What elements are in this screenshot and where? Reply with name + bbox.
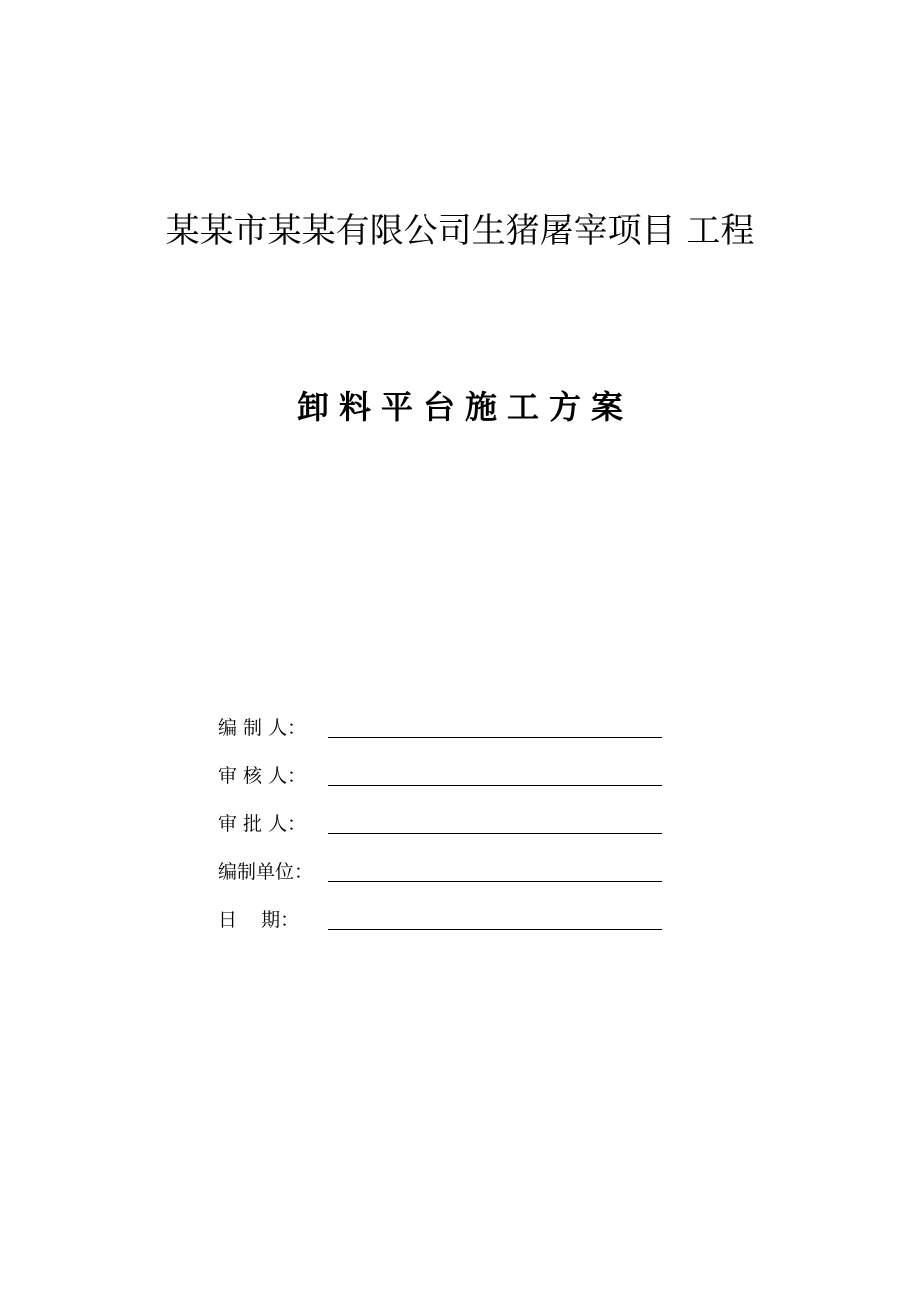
compiler-signature-line (328, 717, 662, 738)
organization-signature-line (328, 861, 662, 882)
signature-row-reviewer (218, 742, 678, 790)
plan-title: 卸料平台施工方案 (296, 388, 633, 426)
approver-label: 审 批 人： (218, 813, 307, 835)
approver-signature-line (328, 813, 662, 834)
signature-row-date (218, 886, 678, 934)
organization-label: 编制单位： (218, 861, 314, 883)
project-title: 某某市某某有限公司生猪屠宰项目 工程 (165, 211, 755, 251)
date-signature-line (328, 909, 662, 930)
compiler-label: 编 制 人： (218, 717, 307, 739)
signature-block (218, 694, 678, 934)
date-label: 日 期： (218, 909, 300, 931)
signature-row-approver (218, 790, 678, 838)
reviewer-signature-line (328, 765, 662, 786)
reviewer-label: 审 核 人： (218, 765, 307, 787)
signature-row-organization (218, 838, 678, 886)
signature-row-compiler (218, 694, 678, 742)
